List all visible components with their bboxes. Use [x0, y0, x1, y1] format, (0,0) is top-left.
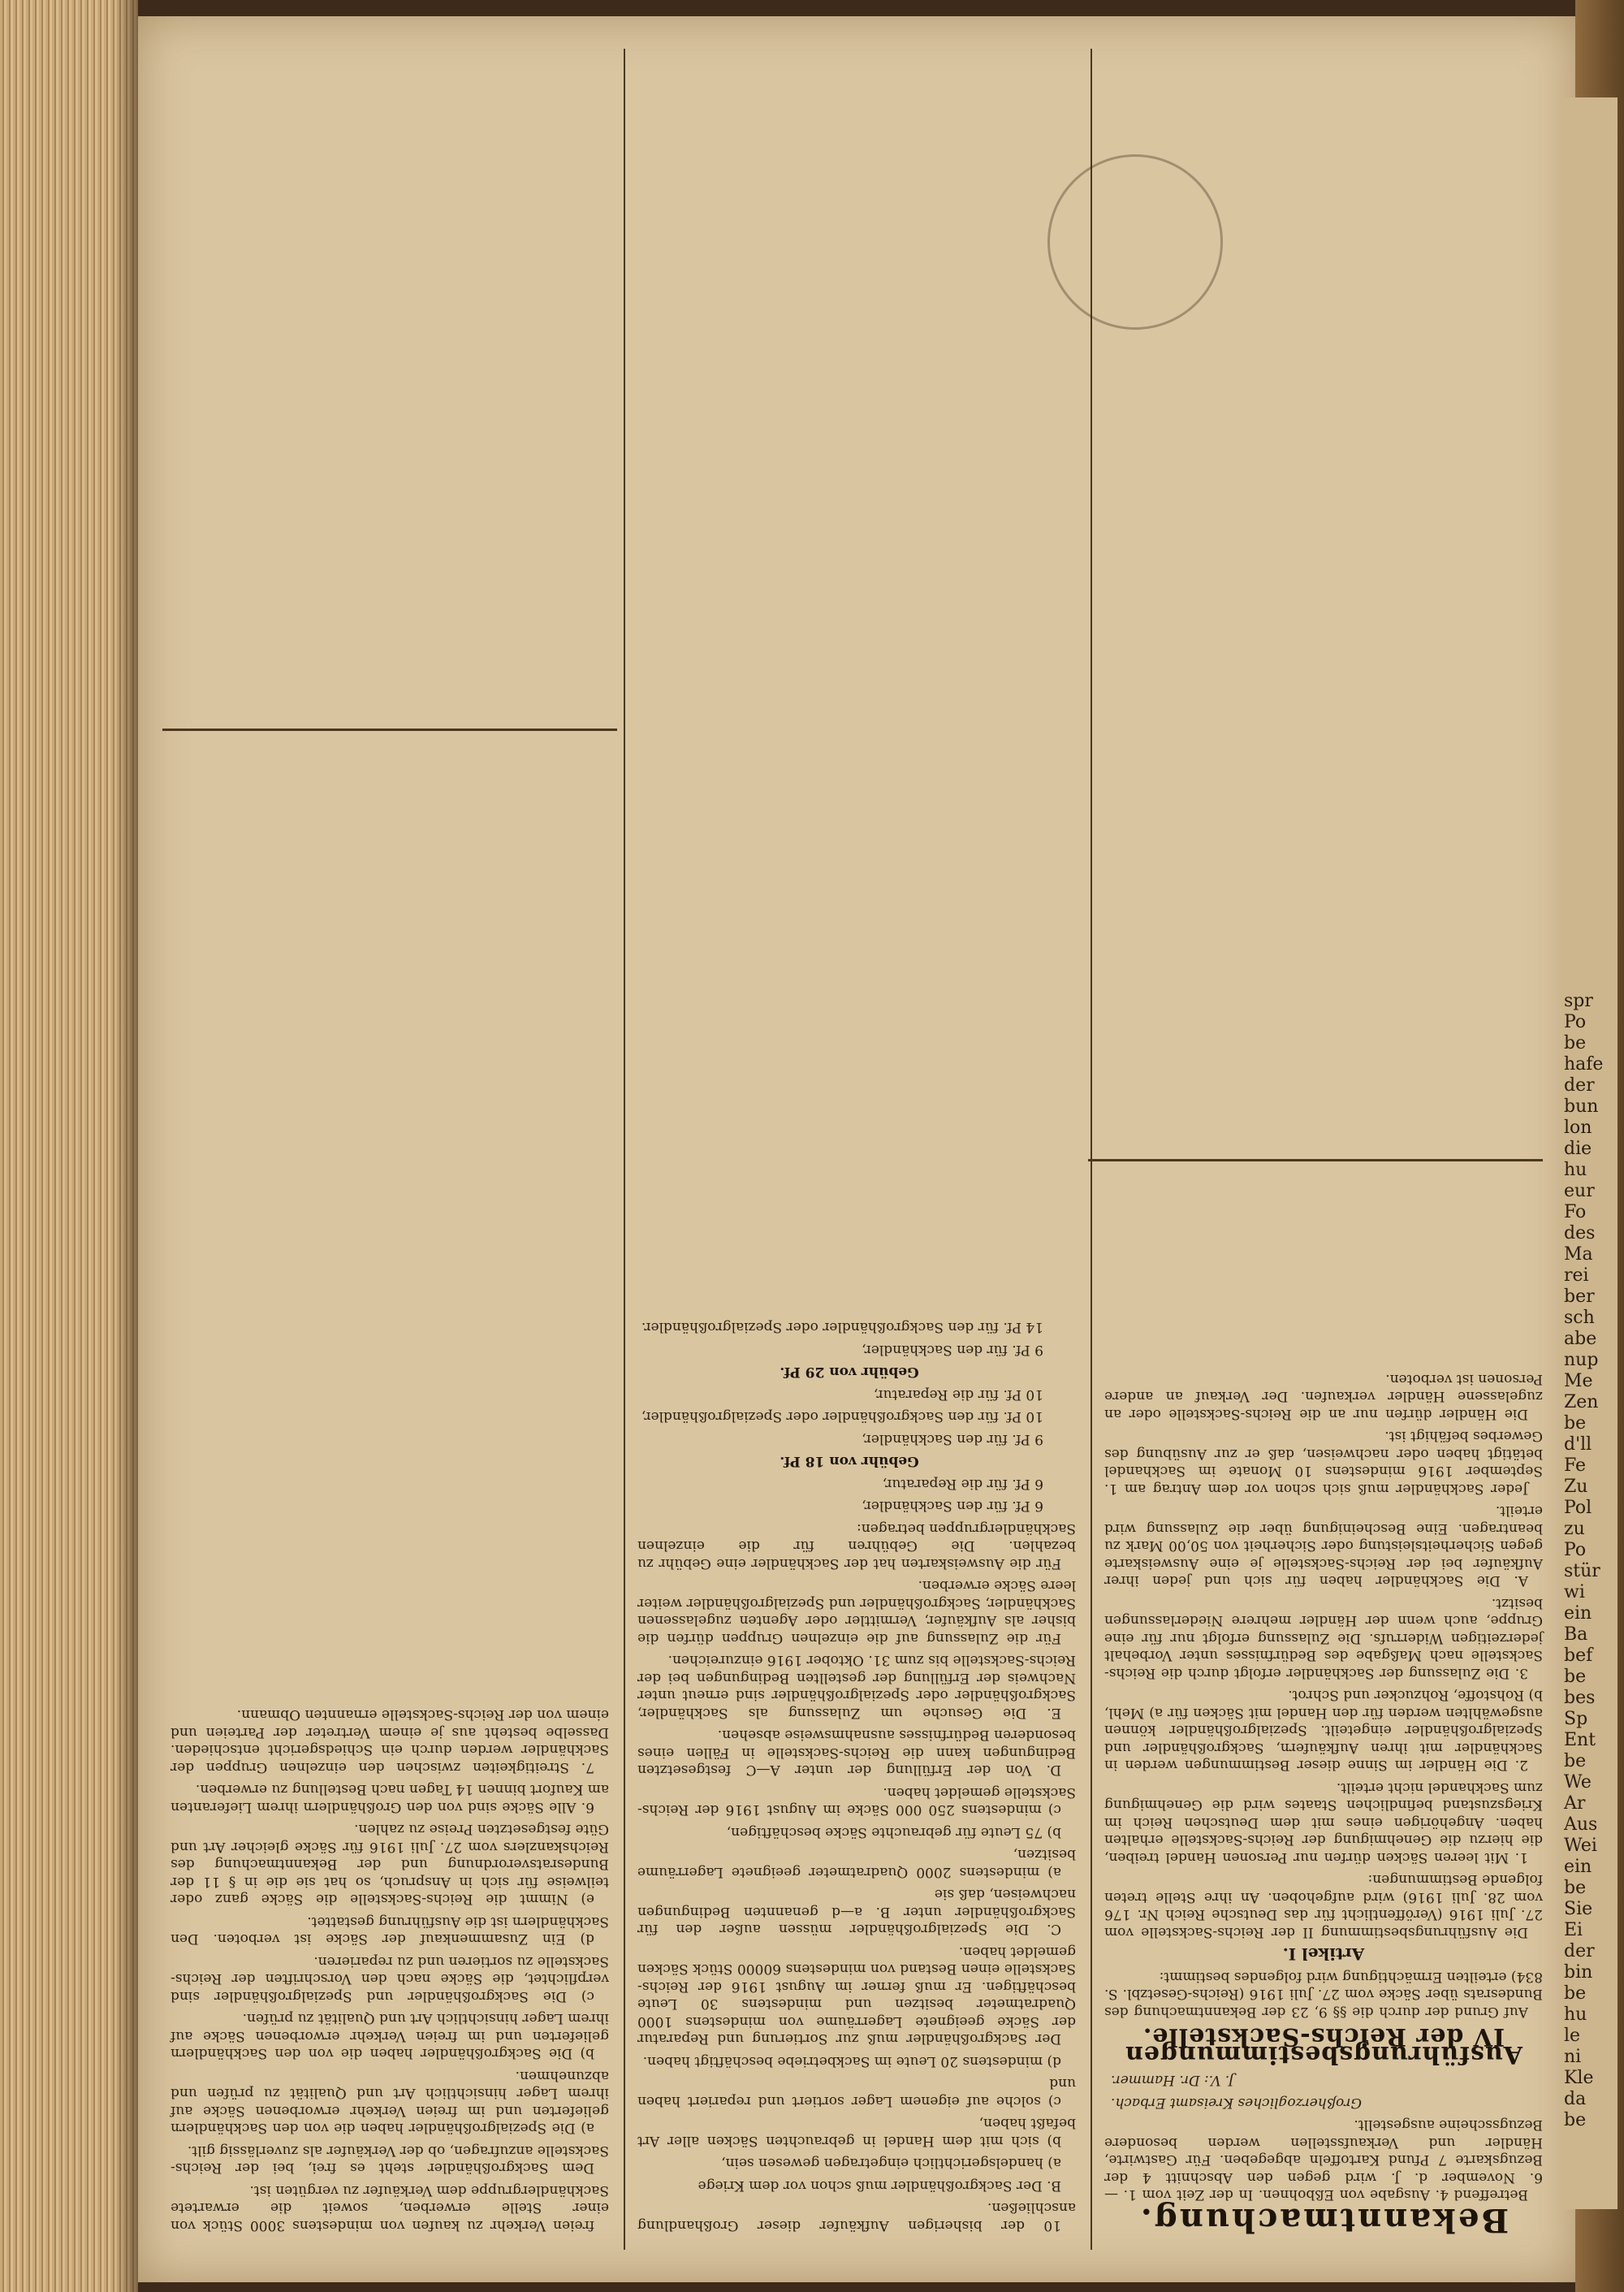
paragraph: 3. Die Zulassung der Sackhändler erfolgt durch die Reichs-Sackstelle nach Maßgabe des Bedürfnisses unter Vorbehalt jederzeitigen Widerrufs. Die Zulassung erfolgt nur für eine Gruppe, auch wenn der Händler mehrere Niederlassungen besitzt. [1104, 1595, 1543, 1681]
rotated-content [138, 16, 1575, 2282]
adjacent-page-fragment: zu [1564, 1519, 1585, 1539]
adjacent-page-fragment: spr [1564, 991, 1593, 1011]
adjacent-page-fragment: be [1564, 1033, 1587, 1053]
adjacent-page-fragment: ni [1564, 2047, 1582, 2067]
paragraph: B. Der Sackgroßhändler muß schon vor dem Kriege [698, 2177, 1061, 2194]
paragraph: c) solche auf eigenem Lager sortiert und repariert haben und [637, 2075, 1076, 2109]
paragraph: e) Nimmt die Reichs-Sackstelle die Säcke ganz oder teilweise für sich in Anspruch, so hat sie die in § 11 der Bundesratsverordnung und der Bekanntmachung des Reichskanzlers vom 27. Juli 1916 für Säcke gleicher Art und Güte festgesetzten Preise zu zahlen. [171, 1821, 609, 1908]
adjacent-page-fragment: be [1564, 1667, 1587, 1687]
paragraph: C. Die Spezialgroßhändler müssen außer den für Sackgroßhändler unter B. a—d genannten Bedingungen nachweisen, daß sie [637, 1886, 1076, 1938]
adjacent-page-fragment: be [1564, 2110, 1587, 2130]
adjacent-page-fragment: be [1564, 1751, 1587, 1771]
adjacent-page-strip [1561, 97, 1618, 2209]
adjacent-page-fragment: bun [1564, 1096, 1599, 1117]
paragraph: 6. Alle Säcke sind von den Großhändlern ihrem Lieferanten am Kaufort binnen 14 Tagen nach Bestellung zu erwerben. [171, 1781, 609, 1815]
adjacent-page-fragment: Fe [1564, 1455, 1587, 1476]
adjacent-page-fragment: Zu [1564, 1477, 1588, 1497]
paragraph: Für die Ausweiskarten hat der Sackhändler eine Gebühr zu bezahlen. Die Gebühren für die einzelnen Sackhändlergruppen betragen: [637, 1520, 1076, 1572]
paragraph: freien Verkehr zu kaufen von mindestens 3000 Stück von einer Stelle erwerben, soweit die erwartete Sackhändlergruppe dem Verkäufer zu vergüten ist. [171, 2182, 609, 2234]
paragraph: a) Die Spezialgroßhändler haben die von den Sackhändlern gelieferten und im freien Verkehr erworbenen Säcke auf ihrem Lager hinsichtlich Art und Qualität zu prüfen und abzunehmen. [171, 2068, 609, 2137]
paragraph: a) handelsgerichtlich eingetragen gewesen sein, [721, 2155, 1061, 2172]
adjacent-page-fragment: Sp [1564, 1709, 1588, 1729]
paragraph: Der Sackgroßhändler muß zur Sortierung und Reparatur der Säcke geeignete Lagerräume von mindestens 1000 Quadratmeter besitzen und mindestens 30 Leute beschäftigen. Er muß ferner im August 1916 der Reichs-Sackstelle einen Bestand von mindestens 60000 Stück Säcken gemeldet haben. [637, 1944, 1076, 2048]
paragraph: 7. Streitigkeiten zwischen den einzelnen Gruppen der Sackhändler werden durch ein Schiedsgericht entschieden. Dasselbe besteht aus je einem Vertreter der Parteien und einem von der Reichs-Sackstelle ernannten Obmann. [171, 1706, 609, 1775]
adjacent-page-fragment: bin [1564, 1962, 1593, 1983]
fee-total: Gebühr von 29 Pf. [780, 1364, 919, 1381]
paragraph: Die Händler dürfen nur an die Reichs-Sackstelle oder an zugelassene Händler verkaufen. Der Verkauf an andere Personen ist verboten. [1104, 1371, 1543, 1422]
adjacent-page-fragment: stür [1564, 1561, 1600, 1581]
paragraph: b) sich mit dem Handel in gebrauchten Säcken aller Art befaßt haben, [637, 2115, 1076, 2149]
fee-line: 9 Pf. für den Sackhändler, [862, 1431, 1043, 1447]
paragraph: Die Ausführungsbestimmung II der Reichs-Sackstelle vom 27. Juli 1916 (Veröffentlicht für das Deutsche Reich Nr. 176 vom 28. Juli 1916) wird aufgehoben. An ihre Stelle treten folgende Bestimmungen: [1104, 1871, 1543, 1940]
adjacent-page-fragment: Ma [1564, 1244, 1593, 1265]
adjacent-page-fragment: Aus [1564, 1814, 1598, 1835]
adjacent-page-fragment: wi [1564, 1582, 1585, 1602]
right-column [171, 1701, 609, 2234]
adjacent-page-fragment: Ar [1564, 1793, 1586, 1814]
adjacent-page-fragment: be [1564, 1413, 1587, 1434]
adjacent-page-fragment: da [1564, 2089, 1587, 2109]
section-rule [162, 729, 617, 731]
adjacent-page-fragment: We [1564, 1772, 1592, 1793]
paragraph: 1. Mit leeren Säcken dürfen nur Personen Handel treiben, die hierzu die Genehmigung der Reichs-Sackstelle erhalten haben. Angehörigen eines mit dem Deutschen Reich im Kriegszustand befindlichen Staates wird die Genehmigung zum Sackhandel nicht erteilt. [1104, 1780, 1543, 1866]
adjacent-page-fragment: der [1564, 1075, 1595, 1096]
adjacent-page-fragment: be [1564, 1878, 1587, 1898]
adjacent-page-fragment: be [1564, 1983, 1587, 2004]
adjacent-page-fragment: rei [1564, 1265, 1589, 1286]
adjacent-page-fragment: die [1564, 1139, 1592, 1159]
adjacent-page-fragment: le [1564, 2026, 1581, 2046]
announcement-intro: Betreffend 4. Ausgabe von Eßbohnen. In der Zeit vom 1. — 6. November d. J. wird gegen den Abschnitt 4 der Bezugskarte 7 Pfund Kartoffeln abgegeben. Für Gastwirte, Händler und Verkaufsstellen werden besondere Bezugsscheine ausgestellt. [1104, 2117, 1543, 2203]
paragraph: E. Die Gesuche um Zulassung als Sackhändler, Sackgroßhändler oder Spezialgroßhändler sind erneut unter Nachweis der Erfüllung der gestellten Bedingungen bei der Reichs-Sackstelle bis zum 31. Oktober 1916 einzureichen. [637, 1652, 1076, 1721]
adjacent-page-fragment: bes [1564, 1688, 1596, 1708]
adjacent-page-fragment: Me [1564, 1371, 1593, 1391]
adjacent-page-fragment: hu [1564, 2004, 1587, 2025]
regulation-heading: Ausführungsbestimmungen IV der Reichs-Sackstelle. [1125, 2022, 1522, 2069]
fee-line: 6 Pf. für den Sackhändler, [862, 1498, 1043, 1515]
middle-column [637, 1313, 1076, 2234]
paragraph: D. Von der Erfüllung der unter A—C festgesetzten Bedingungen kann die Reichs-Sackstelle in Fällen eines besonderen Bedürfnisses ausnahmsweise absehen. [637, 1727, 1076, 1779]
adjacent-page-fragment: Fo [1564, 1202, 1587, 1222]
section-rule [1088, 1159, 1543, 1161]
adjacent-page-fragment: Pol [1564, 1498, 1592, 1518]
adjacent-page-fragment: Wei [1564, 1836, 1597, 1856]
article-heading: Artikel I. [1282, 1944, 1365, 1965]
adjacent-page-fragment: ein [1564, 1603, 1592, 1624]
left-column [1104, 1365, 1543, 2239]
adjacent-page-fragment: ein [1564, 1857, 1592, 1877]
adjacent-page-fragment: Sie [1564, 1899, 1593, 1919]
fee-line: 6 Pf. für die Reparatur, [882, 1476, 1043, 1492]
newspaper-page [138, 16, 1575, 2282]
paragraph: Auf Grund der durch die §§ 9, 23 der Bekanntmachung des Bundesrats über Säcke vom 27. Juli 1916 (Reichs-Gesetzbl. S. 834) erteilten Ermächtigung wird folgendes bestimmt: [1104, 1969, 1543, 2020]
paragraph: d) mindestens 20 Leute im Sackbetriebe beschäftigt haben. [642, 2053, 1061, 2069]
adjacent-page-fragment: Zen [1564, 1392, 1599, 1412]
fee-line: 10 Pf. für den Sackgroßhändler oder Spezialgroßhändler, [641, 1408, 1043, 1425]
paragraph: b) 75 Leute für gebrauchte Säcke beschäftigen, [726, 1824, 1061, 1840]
adjacent-page-fragment: d'll [1564, 1434, 1592, 1455]
announcement-heading: Bekanntmachung. [1138, 2201, 1510, 2239]
adjacent-page-fragment: Kle [1564, 2068, 1594, 2088]
adjacent-page-fragment: sch [1564, 1308, 1595, 1328]
fee-line: 14 Pf. für den Sackgroßhändler oder Spezialgroßhändler. [641, 1319, 1043, 1336]
paragraph: Jeder Sackhändler muß sich schon vor dem Antrag am 1. September 1916 mindestens 10 Monate im Sackhandel betätigt haben oder nachweisen, daß er zur Ausübung des Gewerbes befähigt ist. [1104, 1428, 1543, 1497]
adjacent-page-fragment: hafe [1564, 1054, 1604, 1075]
adjacent-page-fragment: lon [1564, 1118, 1592, 1138]
paragraph: 2. Die Händler im Sinne dieser Bestimmungen werden in Sackhändler mit ihren Aufkäufern, Sackgroßhändler und Spezialgroßhändler eingeteilt. Spezialgroßhändler können ausgewählten werden für den Handel mit Säcken für a) Mehl, b) Rohstoffe, Rohzucker und Schrot. [1104, 1687, 1543, 1774]
adjacent-page-fragment: Po [1564, 1012, 1587, 1032]
adjacent-page-fragment: ber [1564, 1287, 1595, 1307]
paragraph: A. Die Sackhändler haben für sich und jeden ihrer Aufkäufer bei der Reichs-Sackstelle je eine Ausweiskarte gegen Sicherheitsleistung oder Sicherheit von 50,00 Mark zu beantragen. Eine Bescheinigung über die Zulassung wird erteilt. [1104, 1503, 1543, 1589]
ink-stain [1047, 154, 1223, 330]
paragraph: Für die Zulassung auf die einzelnen Gruppen dürfen die bisher als Aufkäufer, Vermittler oder Agenten zugelassenen Sackhändler, Sackgroßhändler und Spezialgroßhändler weiter leere Säcke erwerben. [637, 1577, 1076, 1646]
paragraph: c) Die Sackgroßhändler und Spezialgroßhändler sind verpflichtet, die Säcke nach den Vorschriften der Reichs-Sackstelle zu sortieren und zu reparieren. [171, 1953, 609, 2004]
paragraph: a) mindestens 2000 Quadratmeter geeignete Lagerräume besitzen, [637, 1846, 1076, 1880]
paragraph: c) mindestens 250 000 Säcke im August 1916 der Reichs-Sackstelle gemeldet haben. [637, 1784, 1076, 1818]
book-page-edges [0, 0, 138, 2292]
adjacent-page-fragment: Ei [1564, 1920, 1583, 1940]
announcement-signature: Großherzogliches Kreisamt Erbach. [1111, 2095, 1363, 2111]
adjacent-page-fragment: hu [1564, 1160, 1587, 1180]
column-rule [1091, 49, 1092, 2250]
fee-line: 9 Pf. für den Sackhändler, [862, 1342, 1043, 1358]
fee-line: 10 Pf. für die Reparatur, [873, 1386, 1043, 1403]
adjacent-page-fragment: abe [1564, 1329, 1597, 1349]
adjacent-page-fragment: der [1564, 1941, 1595, 1961]
fee-total: Gebühr von 18 Pf. [780, 1453, 919, 1470]
adjacent-page-fragment: Ent [1564, 1730, 1596, 1750]
paragraph: d) Ein Zusammenkauf der Säcke ist verboten. Den Sackhändlern ist die Ausführung gestattet. [171, 1914, 609, 1948]
adjacent-page-fragment: Ba [1564, 1624, 1588, 1645]
column-rule [624, 49, 625, 2250]
adjacent-page-fragment: Po [1564, 1540, 1587, 1560]
adjacent-page-fragment: nup [1564, 1350, 1599, 1370]
announcement-signer: J. V.: Dr. Hammer. [1111, 2072, 1234, 2089]
adjacent-page-fragment: eur [1564, 1181, 1595, 1201]
paragraph: Dem Sackgroßhändler steht es frei, bei der Reichs-Sackstelle anzufragen, ob der Verkäufer als zuverlässig gilt. [171, 2143, 609, 2177]
adjacent-page-fragment: des [1564, 1223, 1596, 1243]
adjacent-page-fragment: bef [1564, 1645, 1593, 1666]
paragraph: 10 der bisherigen Aufkäufer dieser Großhandlung anschließen. [637, 2199, 1076, 2234]
paragraph: b) Die Sackgroßhändler haben die von den Sackhändlern gelieferten und im freien Verkehr erworbenen Säcke auf ihrem Lager hinsichtlich Art und Qualität zu prüfen. [171, 2010, 609, 2062]
